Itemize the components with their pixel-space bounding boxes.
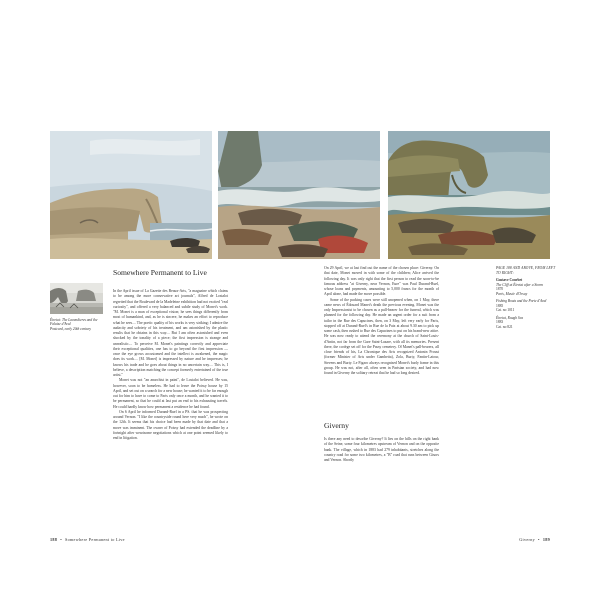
page-footer-right	[519, 537, 550, 542]
text-column-right-bottom	[324, 437, 439, 463]
caption-place: Paris, Musée d'Orsay	[496, 291, 528, 296]
body-paragraph: Monet was not "an anarchist in paint", de Lostalot believed. He was, however, soon to be homeless. He had to leave the Poissy house by 15 April, and set out on a search for a new house; he wanted it to be far enough out for him to have to come to Paris only once a month, and he wanted it to be permanent, so that he could at last put an end to his exhausting travels. He could hardly know how permanent a residence he had found.	[113, 378, 228, 409]
caption-date: 1885	[496, 303, 504, 308]
text-column-left	[113, 289, 228, 441]
section-heading-giverny: Giverny	[324, 421, 349, 430]
caption-date: 1883	[496, 320, 504, 324]
page-footer-left	[50, 537, 125, 542]
text-column-right-top	[324, 266, 439, 376]
captions-intro: PAGE 188 AND ABOVE, FROM LEFT TO RIGHT:	[496, 266, 556, 275]
caption-place: Cat. no 821	[496, 324, 513, 329]
body-paragraph: On 29 April, we at last find out the name of the chosen place: Giverny. On that date, Monet moved in with some of the children; Alice arrived the following day. It was only right that the first person to read the soon-to-be famous address "at Giverny, near Vernon, Eure" was Paul Durand-Ruel, whose loans and payments, amounting to 5,000 francs for the month of April alone, had made the move possible.	[324, 266, 439, 297]
section-heading-somewhere-permanent: Somewhere Permanent to Live	[113, 268, 207, 277]
postcard-caption-credit: Postcard, early 20th century	[50, 326, 91, 331]
body-paragraph: Is there any need to describe Giverny? It lies on the hills on the right bank of the Seine, some four kilometres upstream of Vernon and on the opposite bank. The village, which in 1883 had 279 inhabitants, stretches along the country road for some two kilometres, a "B" road that runs between Gisors and Vernon. Shortly	[324, 437, 439, 462]
caption-artist: Gustave Courbet	[496, 278, 523, 282]
folio-separator: •	[538, 537, 540, 542]
folio-separator: •	[60, 537, 62, 542]
caption-title: Étretat, Rough Sea	[496, 315, 524, 320]
postcard-caption	[50, 318, 106, 331]
caption-place: Cat. no 1011	[496, 308, 515, 312]
painting-fishing-boats-porte-aval	[218, 131, 380, 259]
body-paragraph: In the April issue of La Gazette des Beaux-Arts, "a magazine which claims to be among the more conservative art journals", Alfred de Lostalot regretted that the Boulevard de la Madeleine exhibition had not excited "real curiosity", and offered a very balanced and subtle study of Monet's work. "M. Monet is a man of exceptional vision; he sees things differently from most of humankind, and, as he is sincere, he makes an effort to reproduce what he sees.... The poetic quality of his works is very striking; I admire the audacity and sobriety of his treatment, and am astonished by the plastic results that he obtains in this way.... But I am often astonished and even shocked by the tonality of a piece; the first impression is strange and unrealistic.... To perceive M. Monet's paintings correctly and appreciate their exceptional qualities, one has to go beyond the first impression — once the eye grows accustomed and the intellect is awakened, the magic does its work.... [M. Monet] is impressed by nature and he impresses; he knows his trade and he goes about things in no uncertain way.... This is, I believe, a description matching the concept formerly entertained of the true artist."	[113, 289, 228, 377]
running-head-right: Giverny	[519, 537, 536, 542]
image-captions	[496, 266, 556, 329]
body-paragraph: On 6 April he informed Durand-Ruel in a PS. that he was prospecting around Vernon. "I like the countryside round here very much", he wrote on the 12th. It seems that his choice had been made by that date and that a move was imminent. The owner of Poissy had extended the deadline by a fortnight after wearisome negotiations which at one point seemed likely to end in litigation.	[113, 409, 228, 440]
caption-title: The Cliff at Étretat after a Storm	[496, 282, 543, 287]
page-number-left: 188	[50, 537, 58, 542]
running-head-left: Somewhere Permanent to Live	[64, 537, 125, 542]
page-number-right: 189	[542, 537, 550, 542]
caption-title: Fishing Boats and the Porte d'Aval	[496, 299, 547, 303]
postcard-caption-title: Étretat: The Lavandieres and the Falaise d'Aval	[50, 318, 98, 327]
painting-etretat-rough-sea	[388, 131, 550, 259]
postcard-thumbnail	[50, 283, 103, 314]
caption-date: 1870	[496, 287, 504, 291]
body-paragraph: Some of the packing cases were still unopened when, on 1 May, there came news of Édouard Manet's death the previous evening. Monet was the only Impressionist to be chosen as a pall-bearer for the funeral, which was planned for the following day. He made an urgent order for a suit from a tailor in the Rue des Capucines, then, on 3 May, left very early for Paris, stopped off at Durand-Ruel's in Rue de la Paix at about 9.30 am to pick up some cash, then rushed to Rue des Capucines to put on his brand-new attire. He was now ready to attend the ceremony at the church of Saint-Louis-d'Antin, not far from the Gare Saint-Lazare, with all its memories. Present there, the cortège set off for the Passy cemetery. Of Manet's pall-bearers, all close friends of his, La Chronique des Arts recognized Antonin Proust (former Minister of Arts under Gambetta), Zola, Burty, Fantin-Latour, Stevens and Burty. Le Figaro always recognised Monet's burly frame in this group. He was not, after all, often seen in Parisian society, and had now found in Giverny the solitary retreat that he had so long desired.	[324, 297, 439, 375]
painting-cliff-after-storm	[50, 131, 212, 259]
